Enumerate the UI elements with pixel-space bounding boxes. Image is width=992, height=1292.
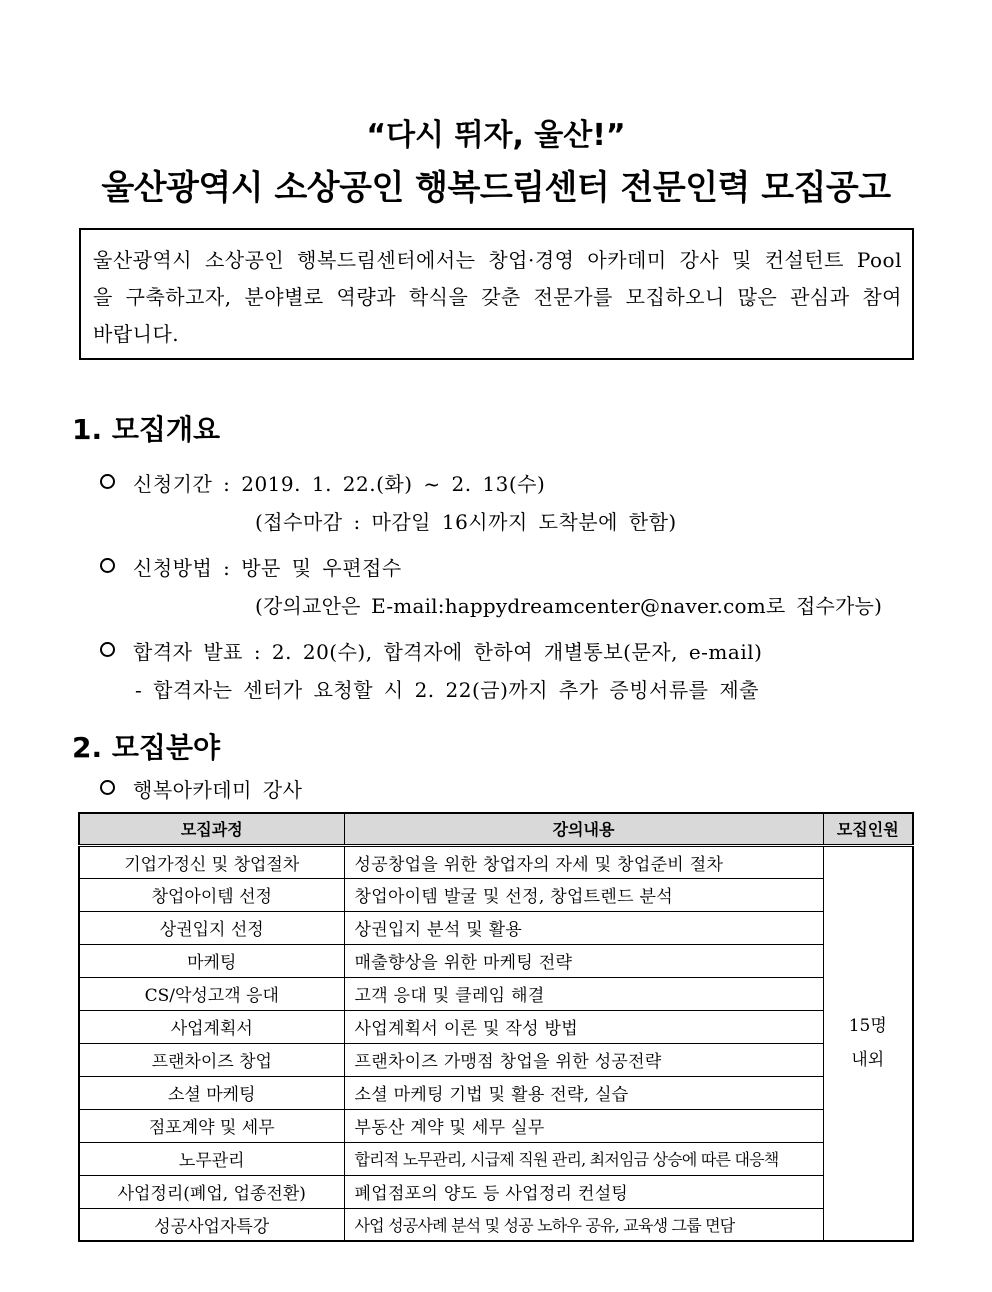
course-cell: 점포계약 및 세무 bbox=[79, 1109, 344, 1142]
header-count: 모집인원 bbox=[823, 813, 913, 845]
count-cell bbox=[823, 845, 913, 1241]
table-row bbox=[79, 1175, 913, 1208]
section2-heading: 2. 모집분야 bbox=[72, 731, 221, 764]
table-header-row bbox=[79, 813, 913, 845]
content-cell: 프랜차이즈 가맹점 창업을 위한 성공전략 bbox=[344, 1043, 823, 1076]
course-cell: 사업정리(폐업, 업종전환) bbox=[79, 1175, 344, 1208]
intro-text: 울산광역시 소상공인 행복드림센터에서는 창업·경영 아카데미 강사 및 컨설턴트 Pool을 구축하고자, 분야별로 역량과 학식을 갖춘 전문가를 모집하오니 많은 관심과 참여바랍니다. bbox=[93, 248, 902, 346]
bullet-icon bbox=[100, 642, 115, 657]
course-cell: 마케팅 bbox=[79, 944, 344, 977]
bullet-icon bbox=[100, 474, 115, 489]
table-row bbox=[79, 1010, 913, 1043]
course-cell: 노무관리 bbox=[79, 1142, 344, 1175]
course-cell: 사업계획서 bbox=[79, 1010, 344, 1043]
content-cell: 매출향상을 위한 마케팅 전략 bbox=[344, 944, 823, 977]
section1-heading: 1. 모집개요 bbox=[72, 413, 221, 446]
count-line2: 내외 bbox=[851, 1050, 885, 1071]
course-cell: 성공사업자특강 bbox=[79, 1208, 344, 1241]
content-cell: 소셜 마케팅 기법 및 활용 전략, 실습 bbox=[344, 1076, 823, 1109]
header-course: 모집과정 bbox=[79, 813, 344, 845]
content-cell: 성공창업을 위한 창업자의 자세 및 창업준비 절차 bbox=[344, 845, 823, 878]
bullet-icon bbox=[100, 780, 115, 795]
method-note: (강의교안은 E-mail:happydreamcenter@naver.com로 접수가능) bbox=[255, 594, 883, 618]
result-note: - 합격자는 센터가 요청할 시 2. 22(금)까지 추가 증빙서류를 제출 bbox=[135, 678, 759, 702]
course-cell: 소셜 마케팅 bbox=[79, 1076, 344, 1109]
table-row bbox=[79, 1142, 913, 1175]
course-cell: 기업가정신 및 창업절차 bbox=[79, 845, 344, 878]
content-cell: 창업아이템 발굴 및 선정, 창업트렌드 분석 bbox=[344, 878, 823, 911]
count-line1: 15명 bbox=[848, 1016, 887, 1037]
content-cell: 사업 성공사례 분석 및 성공 노하우 공유, 교육생 그룹 면담 bbox=[344, 1208, 823, 1241]
method-label: 신청방법 : 방문 및 우편접수 bbox=[133, 556, 402, 580]
content-cell: 부동산 계약 및 세무 실무 bbox=[344, 1109, 823, 1142]
table-row bbox=[79, 944, 913, 977]
period-note: (접수마감 : 마감일 16시까지 도착분에 한함) bbox=[255, 510, 677, 534]
table-row bbox=[79, 1043, 913, 1076]
result-label: 합격자 발표 : 2. 20(수), 합격자에 한하여 개별통보(문자, e-mail) bbox=[133, 640, 763, 664]
table-row bbox=[79, 1109, 913, 1142]
course-cell: 프랜차이즈 창업 bbox=[79, 1043, 344, 1076]
course-cell: CS/악성고객 응대 bbox=[79, 977, 344, 1010]
content-cell: 고객 응대 및 클레임 해결 bbox=[344, 977, 823, 1010]
header-content: 강의내용 bbox=[344, 813, 823, 845]
content-cell: 폐업점포의 양도 등 사업정리 컨설팅 bbox=[344, 1175, 823, 1208]
table-row bbox=[79, 845, 913, 878]
recruit-table bbox=[78, 812, 914, 1242]
page-title: 울산광역시 소상공인 행복드림센터 전문인력 모집공고 bbox=[101, 168, 891, 208]
course-cell: 창업아이템 선정 bbox=[79, 878, 344, 911]
slogan-title: “다시 뛰자, 울산!” bbox=[366, 118, 626, 153]
table-row bbox=[79, 911, 913, 944]
bullet-icon bbox=[100, 558, 115, 573]
content-cell: 합리적 노무관리, 시급제 직원 관리, 최저임금 상승에 따른 대응책 bbox=[344, 1142, 823, 1175]
table-row bbox=[79, 977, 913, 1010]
period-label: 신청기간 : 2019. 1. 22.(화) ~ 2. 13(수) bbox=[133, 472, 546, 496]
intro-box bbox=[79, 228, 914, 360]
course-cell: 상권입지 선정 bbox=[79, 911, 344, 944]
table-row bbox=[79, 878, 913, 911]
table-row bbox=[79, 1208, 913, 1241]
table-row bbox=[79, 1076, 913, 1109]
content-cell: 사업계획서 이론 및 작성 방법 bbox=[344, 1010, 823, 1043]
content-cell: 상권입지 분석 및 활용 bbox=[344, 911, 823, 944]
section2-sub: 행복아카데미 강사 bbox=[133, 778, 303, 802]
